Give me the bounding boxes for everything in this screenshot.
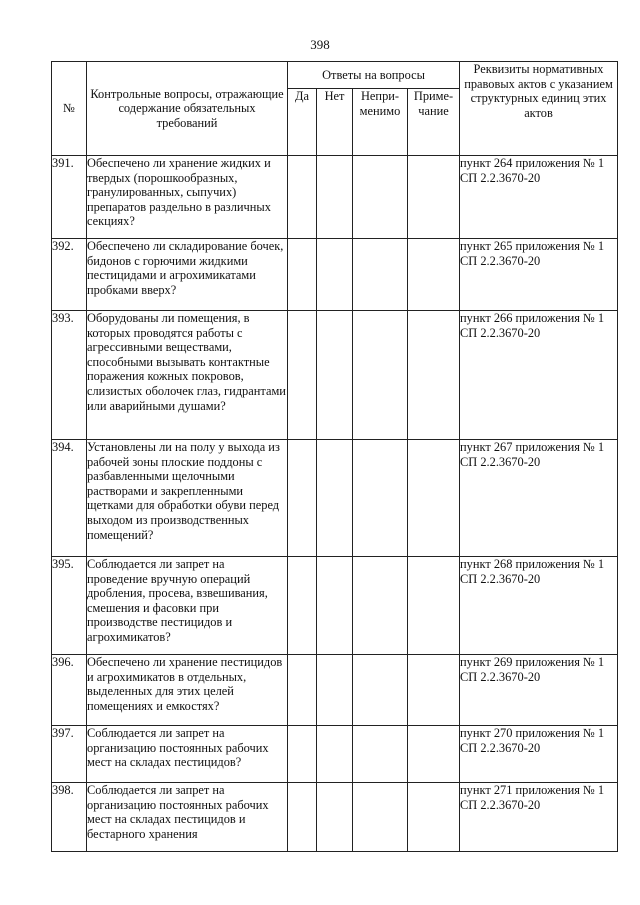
row-question: Соблюдается ли запрет на организацию постоянных рабочих мест на складах пестицидов и бестарного хранения bbox=[87, 783, 288, 852]
header-answers: Ответы на вопросы bbox=[288, 62, 460, 89]
row-number: 393. bbox=[52, 311, 87, 440]
header-reference: Реквизиты нормативных правовых актов с указанием структурных единиц этих актов bbox=[460, 62, 618, 156]
row-reference: пункт 270 приложения № 1 СП 2.2.3670-20 bbox=[460, 726, 618, 783]
row-number: 396. bbox=[52, 655, 87, 726]
answer-yes-cell[interactable] bbox=[288, 311, 317, 440]
table-row bbox=[52, 156, 618, 239]
answer-yes-cell[interactable] bbox=[288, 239, 317, 311]
row-question: Соблюдается ли запрет на проведение вручную операций дробления, просева, взвешивания, смешения и фасовки при производстве пестицидов и агрохимикатов? bbox=[87, 557, 288, 655]
row-reference: пункт 268 приложения № 1 СП 2.2.3670-20 bbox=[460, 557, 618, 655]
answer-note-cell[interactable] bbox=[408, 440, 460, 557]
row-number: 394. bbox=[52, 440, 87, 557]
answer-no-cell[interactable] bbox=[317, 783, 353, 852]
table-row bbox=[52, 655, 618, 726]
answer-no-cell[interactable] bbox=[317, 311, 353, 440]
header-yes: Да bbox=[288, 89, 317, 156]
page-number: 398 bbox=[310, 37, 330, 52]
answer-yes-cell[interactable] bbox=[288, 726, 317, 783]
answer-yes-cell[interactable] bbox=[288, 783, 317, 852]
answer-no-cell[interactable] bbox=[317, 239, 353, 311]
answer-not-applicable-cell[interactable] bbox=[353, 440, 408, 557]
answer-yes-cell[interactable] bbox=[288, 440, 317, 557]
checklist-table bbox=[51, 61, 618, 852]
table-row bbox=[52, 557, 618, 655]
header-not-applicable: Непри- менимо bbox=[353, 89, 408, 156]
answer-not-applicable-cell[interactable] bbox=[353, 783, 408, 852]
row-question: Обеспечено ли хранение пестицидов и агрохимикатов в отдельных, выделенных для этих целей помещениях и емкостях? bbox=[87, 655, 288, 726]
answer-not-applicable-cell[interactable] bbox=[353, 655, 408, 726]
answer-not-applicable-cell[interactable] bbox=[353, 156, 408, 239]
row-reference: пункт 269 приложения № 1 СП 2.2.3670-20 bbox=[460, 655, 618, 726]
header-note: Приме- чание bbox=[408, 89, 460, 156]
answer-note-cell[interactable] bbox=[408, 311, 460, 440]
row-question: Обеспечено ли складирование бочек, бидонов с горючими жидкими пестицидами и агрохимикатами пробками вверх? bbox=[87, 239, 288, 311]
header-number: № bbox=[52, 62, 87, 156]
answer-yes-cell[interactable] bbox=[288, 655, 317, 726]
header-no: Нет bbox=[317, 89, 353, 156]
row-number: 392. bbox=[52, 239, 87, 311]
header-question: Контрольные вопросы, отражающие содержание обязательных требований bbox=[87, 62, 288, 156]
row-number: 397. bbox=[52, 726, 87, 783]
answer-no-cell[interactable] bbox=[317, 655, 353, 726]
row-question: Оборудованы ли помещения, в которых проводятся работы с агрессивными веществами, способными вызывать контактные поражения кожных покровов, слизистых оболочек глаз, гидрантами или аварийными душами? bbox=[87, 311, 288, 440]
answer-note-cell[interactable] bbox=[408, 239, 460, 311]
row-question: Установлены ли на полу у выхода из рабочей зоны плоские поддоны с разбавленными щелочными растворами и закрепленными щетками для обработки обуви перед выходом из производственных помещений? bbox=[87, 440, 288, 557]
row-number: 398. bbox=[52, 783, 87, 852]
row-number: 391. bbox=[52, 156, 87, 239]
row-reference: пункт 265 приложения № 1 СП 2.2.3670-20 bbox=[460, 239, 618, 311]
answer-note-cell[interactable] bbox=[408, 557, 460, 655]
table-row bbox=[52, 311, 618, 440]
table-row bbox=[52, 440, 618, 557]
row-reference: пункт 267 приложения № 1 СП 2.2.3670-20 bbox=[460, 440, 618, 557]
row-reference: пункт 266 приложения № 1 СП 2.2.3670-20 bbox=[460, 311, 618, 440]
answer-note-cell[interactable] bbox=[408, 655, 460, 726]
answer-yes-cell[interactable] bbox=[288, 557, 317, 655]
table-row bbox=[52, 726, 618, 783]
answer-not-applicable-cell[interactable] bbox=[353, 726, 408, 783]
answer-yes-cell[interactable] bbox=[288, 156, 317, 239]
answer-not-applicable-cell[interactable] bbox=[353, 311, 408, 440]
row-question: Соблюдается ли запрет на организацию постоянных рабочих мест на складах пестицидов? bbox=[87, 726, 288, 783]
row-question: Обеспечено ли хранение жидких и твердых (порошкообразных, гранулированных, сыпучих) препаратов раздельно в различных секциях? bbox=[87, 156, 288, 239]
table-row bbox=[52, 783, 618, 852]
answer-no-cell[interactable] bbox=[317, 726, 353, 783]
answer-note-cell[interactable] bbox=[408, 783, 460, 852]
row-reference: пункт 264 приложения № 1 СП 2.2.3670-20 bbox=[460, 156, 618, 239]
table-row bbox=[52, 239, 618, 311]
answer-note-cell[interactable] bbox=[408, 726, 460, 783]
answer-not-applicable-cell[interactable] bbox=[353, 557, 408, 655]
answer-no-cell[interactable] bbox=[317, 557, 353, 655]
row-reference: пункт 271 приложения № 1 СП 2.2.3670-20 bbox=[460, 783, 618, 852]
answer-no-cell[interactable] bbox=[317, 440, 353, 557]
answer-not-applicable-cell[interactable] bbox=[353, 239, 408, 311]
answer-note-cell[interactable] bbox=[408, 156, 460, 239]
answer-no-cell[interactable] bbox=[317, 156, 353, 239]
row-number: 395. bbox=[52, 557, 87, 655]
